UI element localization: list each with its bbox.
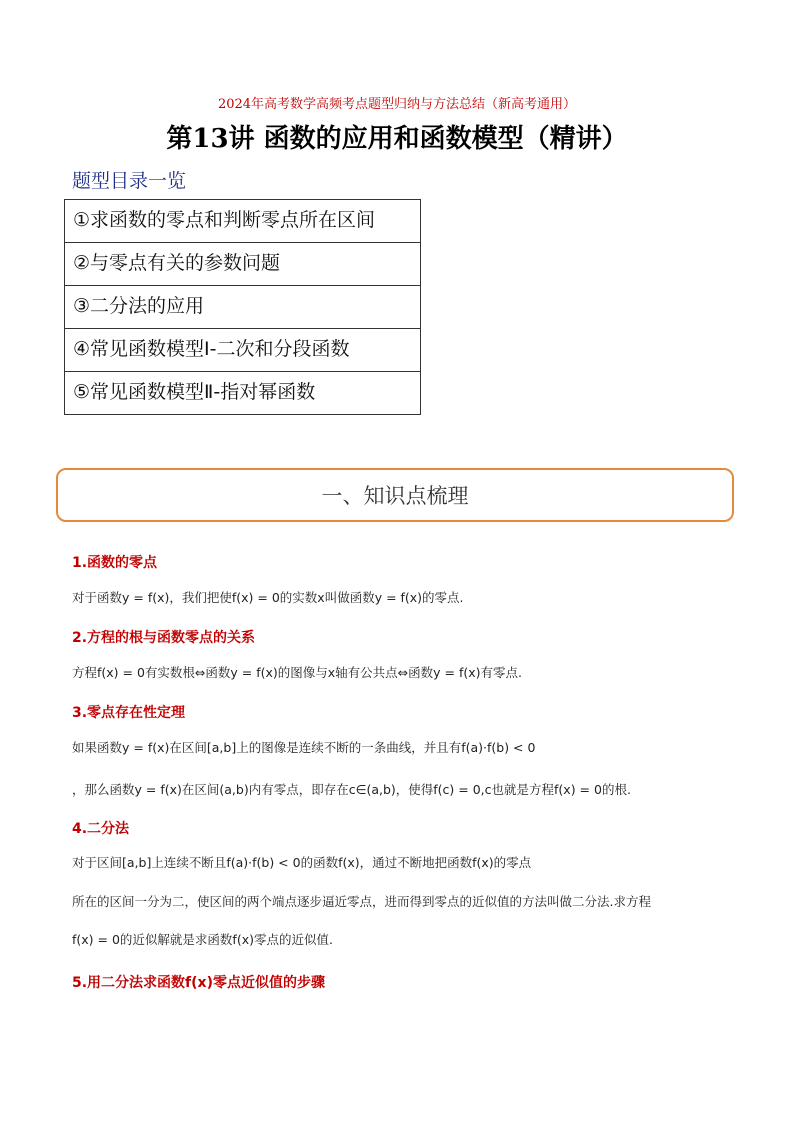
section-5-heading: 5.用二分法求函数f(x)零点近似值的步骤 — [72, 975, 325, 991]
section-3-line-2: ，那么函数y = f(x)在区间(a,b)内有零点，即存在c∈(a,b)，使得f(c) = 0,c也就是方程f(x) = 0的根. — [72, 782, 631, 797]
document-subtitle: 2024年高考数学高频考点题型归纳与方法总结（新高考通用） — [217, 97, 577, 112]
section-4-line-3: f(x) = 0的近似解就是求函数f(x)零点的近似值. — [72, 932, 333, 947]
toc-item-4: ④常见函数模型Ⅰ-二次和分段函数 — [65, 329, 421, 372]
section-2-heading: 2.方程的根与函数零点的关系 — [72, 630, 256, 646]
section-2-line-1: 方程f(x) = 0有实数根⇔函数y = f(x)的图像与x轴有公共点⇔函数y = f(x)有零点. — [72, 665, 522, 680]
toc-item-1: ①求函数的零点和判断零点所在区间 — [65, 200, 421, 243]
toc-item-3: ③二分法的应用 — [65, 286, 421, 329]
document-title: 第13讲 函数的应用和函数模型（精讲） — [166, 124, 628, 154]
section-1-line-1: 对于函数y = f(x)，我们把使f(x) = 0的实数x叫做函数y = f(x)的零点. — [72, 590, 464, 605]
section-4-heading: 4.二分法 — [72, 821, 130, 837]
section-banner — [56, 468, 734, 522]
toc-item-5: ⑤常见函数模型Ⅱ-指对幂函数 — [65, 372, 421, 415]
toc-heading: 题型目录一览 — [72, 170, 187, 192]
section-banner-label: 一、知识点梳理 — [321, 484, 469, 508]
section-4-line-1: 对于区间[a,b]上连续不断且f(a)·f(b) < 0的函数f(x)，通过不断地把函数f(x)的零点 — [72, 855, 532, 870]
section-1-heading: 1.函数的零点 — [72, 555, 158, 571]
toc-item-2: ②与零点有关的参数问题 — [65, 243, 421, 286]
section-4-line-2: 所在的区间一分为二，使区间的两个端点逐步逼近零点，进而得到零点的近似值的方法叫做二分法.求方程 — [72, 894, 651, 909]
section-3-line-1: 如果函数y = f(x)在区间[a,b]上的图像是连续不断的一条曲线，并且有f(a)·f(b) < 0 — [72, 740, 536, 755]
toc-table — [64, 199, 421, 415]
section-3-heading: 3.零点存在性定理 — [72, 705, 186, 721]
